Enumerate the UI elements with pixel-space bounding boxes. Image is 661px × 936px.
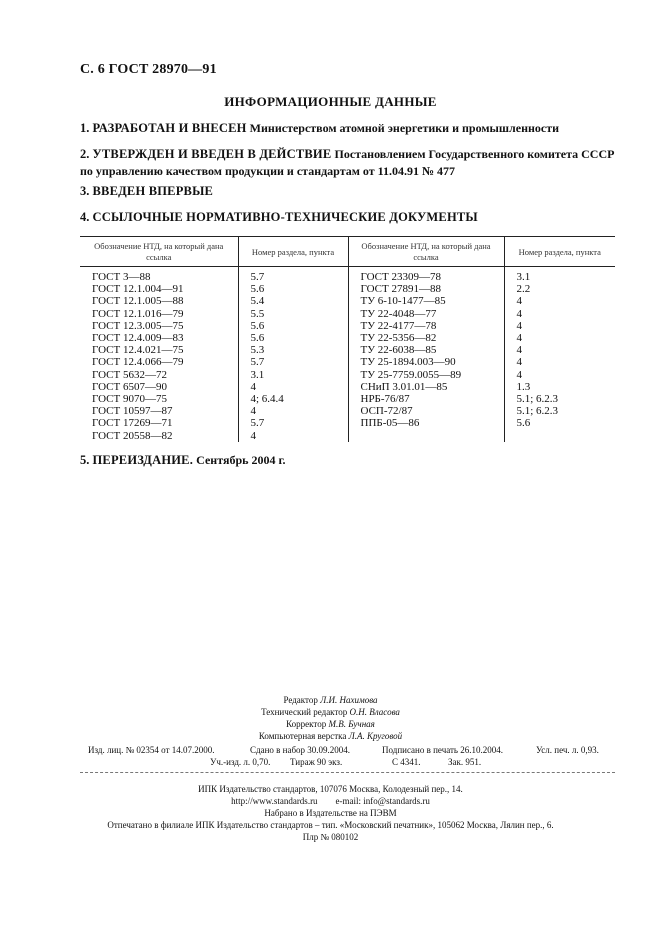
page-header: С. 6 ГОСТ 28970—91	[80, 62, 217, 77]
set-date-text: Сдано в набор 30.09.2004.	[250, 745, 351, 755]
item-heading: ВВЕДЕН ВПЕРВЫЕ	[92, 184, 214, 198]
staff-name: Л.И. Нахимова	[320, 695, 378, 705]
ntd-designation-cell: ГОСТ 20558—82	[80, 430, 238, 442]
ntd-designation-cell: ТУ 25-1894.003—90	[348, 356, 504, 368]
ntd-designation-cell: ТУ 22-4048—77	[348, 308, 504, 320]
staff-role: Компьютерная верстка	[258, 731, 347, 741]
print-sheets-text: Усл. печ. л. 0,93.	[536, 745, 599, 755]
publisher-line: http://www.standards.ru e-mail: info@standards.ru	[231, 796, 430, 806]
ntd-designation-cell: ГОСТ 17269—71	[80, 417, 238, 429]
section-number-cell: 5.7	[238, 267, 348, 284]
info-item-3	[80, 183, 620, 200]
section-number-cell: 4	[516, 307, 522, 320]
info-item-4	[80, 209, 620, 226]
column-header: Обозначение НТД, на который дана ссылка	[348, 237, 504, 267]
ntd-designation-cell: ГОСТ 12.1.016—79	[80, 308, 238, 320]
ntd-designation-cell: ТУ 22-5356—82	[348, 332, 504, 344]
table-row	[80, 393, 615, 405]
table-row	[80, 344, 615, 356]
license-text: Изд. лиц. № 02354 от 14.07.2000.	[88, 745, 215, 755]
ntd-designation-cell: ГОСТ 12.1.005—88	[80, 295, 238, 307]
section-number-cell: 5.7	[238, 417, 348, 429]
staff-line	[0, 706, 661, 718]
order-code-text: С 4341.	[392, 757, 421, 767]
section-number-cell: 4	[516, 295, 522, 308]
ntd-designation-cell: ТУ 22-4177—78	[348, 320, 504, 332]
item-heading: ССЫЛОЧНЫЕ НОРМАТИВНО-ТЕХНИЧЕСКИЕ ДОКУМЕНТЫ	[92, 210, 478, 224]
table-row	[80, 283, 615, 295]
table-row	[80, 430, 615, 442]
table-row	[80, 369, 615, 381]
info-item-2	[80, 146, 620, 180]
ntd-designation-cell: СНиП 3.01.01—85	[348, 381, 504, 393]
staff-name: Л.А. Круговой	[348, 731, 403, 741]
item-number: 5.	[80, 453, 90, 467]
ntd-designation-cell: ГОСТ 12.3.005—75	[80, 320, 238, 332]
item-number: 3.	[80, 184, 90, 198]
ntd-designation-cell: НРБ-76/87	[348, 393, 504, 405]
ntd-designation-cell: ТУ 6-10-1477—85	[348, 295, 504, 307]
section-number-cell: 4	[238, 405, 348, 417]
imprint-staff	[0, 694, 661, 742]
table-row	[80, 308, 615, 320]
section-number-cell: 4	[516, 356, 522, 369]
section-number-cell: 2.2	[516, 283, 531, 296]
ntd-designation-cell: ТУ 22-6038—85	[348, 344, 504, 356]
section-number-cell: 5.7	[238, 356, 348, 368]
ntd-designation-cell: ГОСТ 12.4.021—75	[80, 344, 238, 356]
column-header: Номер раздела, пункта	[504, 237, 615, 267]
section-number-cell: 4	[516, 368, 522, 381]
doc-title: ИНФОРМАЦИОННЫЕ ДАННЫЕ	[224, 94, 437, 109]
section-number-cell: 5.6	[238, 320, 348, 332]
info-item-5	[80, 452, 620, 469]
ntd-designation-cell: ГОСТ 9070—75	[80, 393, 238, 405]
staff-line	[0, 718, 661, 730]
section-number-cell: 4	[516, 332, 522, 345]
staff-role: Редактор	[283, 695, 318, 705]
table-row	[80, 356, 615, 368]
section-number-cell: 5.6	[238, 332, 348, 344]
table-row	[80, 320, 615, 332]
info-item-1	[80, 120, 620, 137]
item-text: Министерством атомной энергетики и промышленности	[249, 121, 560, 135]
ntd-designation-cell: ППБ-05—86	[348, 417, 504, 429]
section-number-cell: 4	[516, 319, 522, 332]
ntd-designation-cell: ГОСТ 3—88	[80, 267, 238, 284]
section-number-cell	[504, 430, 615, 442]
section-number-cell: 5.1; 6.2.3	[516, 405, 559, 418]
item-heading: УТВЕРЖДЕН И ВВЕДЕН В ДЕЙСТВИЕ	[92, 147, 332, 161]
reference-table	[80, 236, 615, 442]
divider	[80, 772, 615, 773]
ntd-designation-cell	[348, 430, 504, 442]
ntd-designation-cell: ТУ 25-7759.0055—89	[348, 369, 504, 381]
ntd-designation-cell: ОСП-72/87	[348, 405, 504, 417]
section-number-cell: 3.1	[238, 369, 348, 381]
staff-line	[0, 694, 661, 706]
ntd-designation-cell: ГОСТ 6507—90	[80, 381, 238, 393]
section-number-cell: 5.5	[238, 308, 348, 320]
section-number-cell: 5.6	[516, 417, 531, 430]
item-number: 1.	[80, 121, 90, 135]
edition-sheets-text: Уч.-изд. л. 0,70.	[210, 757, 271, 767]
staff-name: М.В. Бучная	[328, 719, 375, 729]
section-number-cell: 5.6	[238, 283, 348, 295]
section-number-cell: 5.4	[238, 295, 348, 307]
table-row	[80, 417, 615, 429]
item-text: Постановлением Государственного комитета СССР по управлению качеством продукции и стандартам от 11.04.91 № 477	[80, 147, 615, 178]
ntd-designation-cell: ГОСТ 12.4.009—83	[80, 332, 238, 344]
publisher-line: Набрано в Издательстве на ПЭВМ	[264, 808, 397, 818]
table-row	[80, 405, 615, 417]
publisher-line: ИПК Издательство стандартов, 107076 Москва, Колодезный пер., 14.	[198, 784, 463, 794]
publisher-info	[0, 783, 661, 843]
item-number: 4.	[80, 210, 90, 224]
staff-line	[0, 730, 661, 742]
table-row	[80, 332, 615, 344]
section-number-cell: 4; 6.4.4	[238, 393, 348, 405]
column-header: Обозначение НТД, на который дана ссылка	[80, 237, 238, 267]
table-row	[80, 295, 615, 307]
item-text: Сентябрь 2004 г.	[196, 453, 286, 467]
table-row	[80, 267, 615, 284]
signed-date-text: Подписано в печать 26.10.2004.	[382, 745, 504, 755]
section-number-cell: 1.3	[516, 380, 531, 393]
ntd-designation-cell: ГОСТ 12.4.066—79	[80, 356, 238, 368]
publisher-line: Отпечатано в филиале ИПК Издательство стандартов – тип. «Московский печатник», 105062 Москва, Лялин пер., 6.	[107, 820, 554, 830]
ntd-designation-cell: ГОСТ 5632—72	[80, 369, 238, 381]
staff-role: Технический редактор	[261, 707, 348, 717]
order-number-text: Зак. 951.	[448, 757, 482, 767]
section-number-cell: 4	[238, 381, 348, 393]
section-number-cell: 5.3	[238, 344, 348, 356]
ntd-designation-cell: ГОСТ 27891—88	[348, 283, 504, 295]
section-number-cell: 4	[238, 430, 348, 442]
section-number-cell: 3.1	[516, 271, 531, 283]
table-body	[80, 267, 615, 442]
publisher-line: Плр № 080102	[302, 832, 359, 842]
item-heading: ПЕРЕИЗДАНИЕ.	[92, 453, 194, 467]
table-header-row	[80, 237, 615, 267]
item-heading: РАЗРАБОТАН И ВНЕСЕН	[92, 121, 247, 135]
table-row	[80, 381, 615, 393]
staff-name: О.Н. Власова	[349, 707, 400, 717]
ntd-designation-cell: ГОСТ 23309—78	[348, 267, 504, 284]
section-number-cell: 5.1; 6.2.3	[516, 393, 559, 406]
column-header: Номер раздела, пункта	[238, 237, 348, 267]
section-number-cell: 4	[516, 344, 522, 357]
staff-role: Корректор	[286, 719, 327, 729]
print-run-text: Тираж 90 экз.	[290, 757, 343, 767]
item-number: 2.	[80, 147, 90, 161]
ntd-designation-cell: ГОСТ 12.1.004—91	[80, 283, 238, 295]
ntd-designation-cell: ГОСТ 10597—87	[80, 405, 238, 417]
